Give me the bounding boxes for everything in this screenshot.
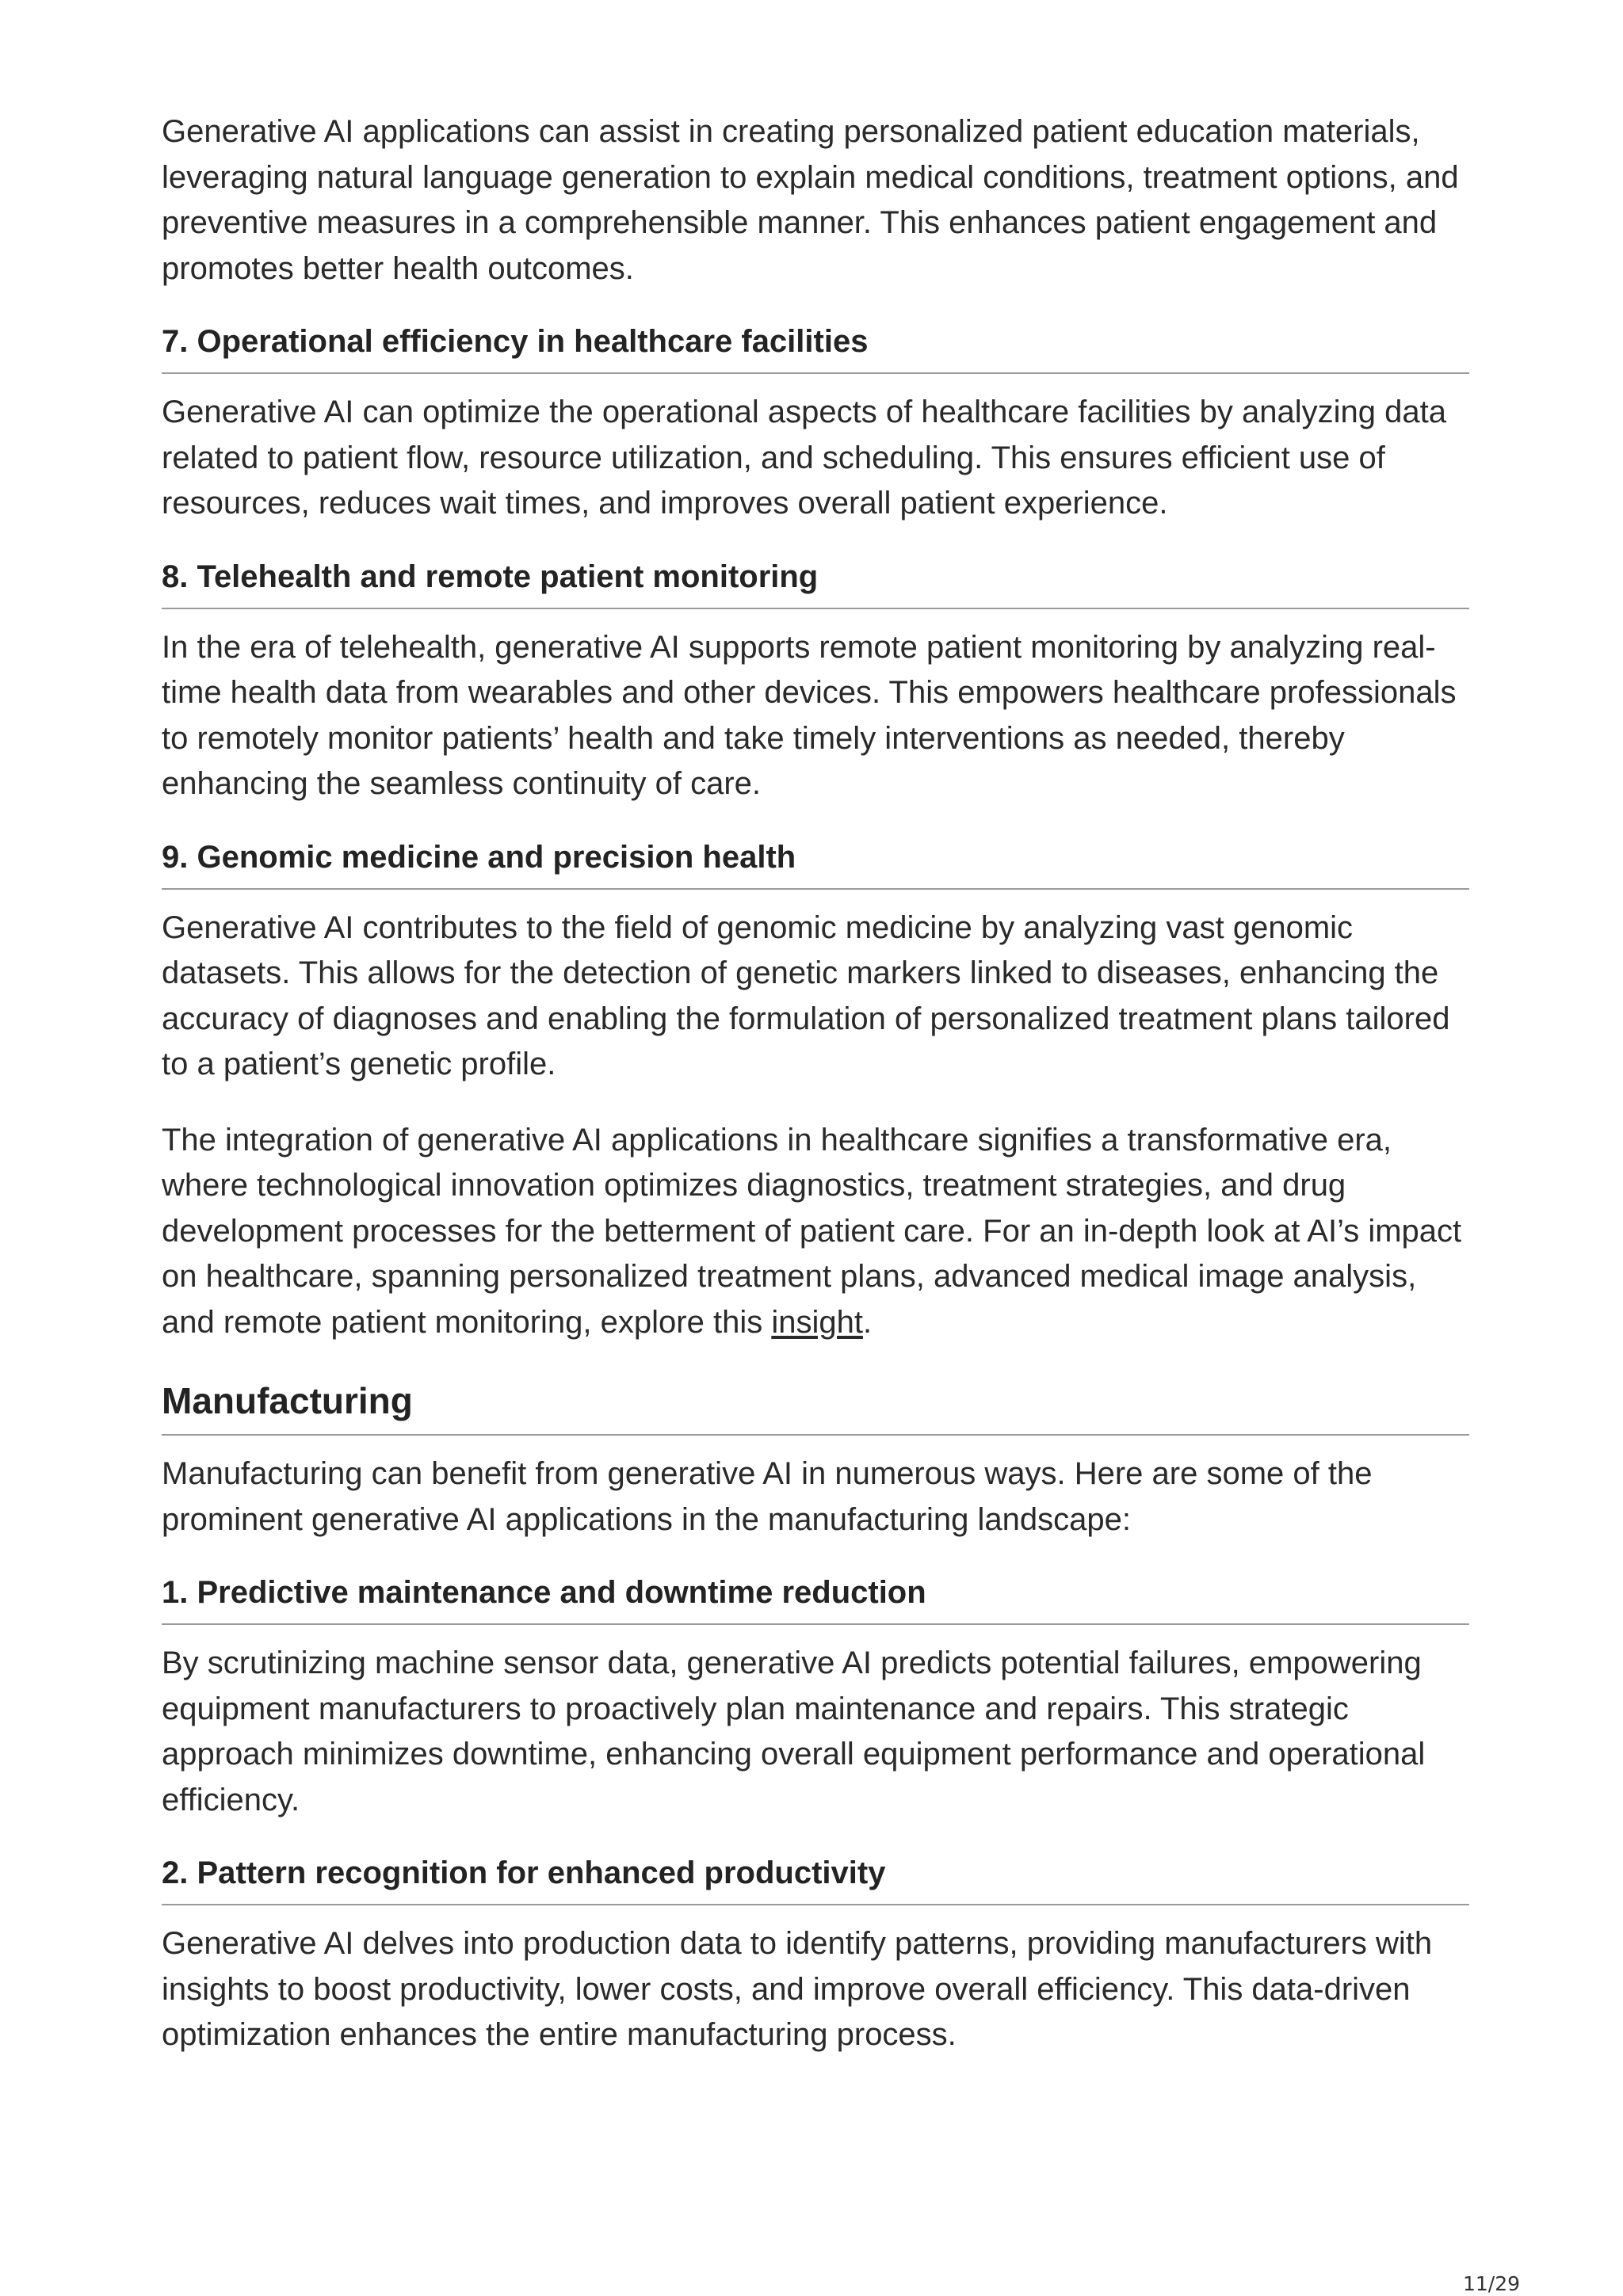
section-heading-telehealth: 8. Telehealth and remote patient monitoring <box>162 557 1469 609</box>
insight-link[interactable]: insight <box>771 1304 863 1340</box>
section-body-telehealth: In the era of telehealth, generative AI supports remote patient monitoring by analyzing real-time health data from wearables and other devices. This empowers healthcare professionals to remotely monitor patients’ health and take timely interventions as needed, thereby enhancing the seamless continuity of care. <box>162 629 1457 801</box>
section-body-genomic-medicine: Generative AI contributes to the field of genomic medicine by analyzing vast genomic datasets. This allows for the detection of genetic markers linked to diseases, enhancing the accuracy of diagnoses and enabling the formulation of personalized treatment plans tailored to a patient’s genetic profile. <box>162 910 1450 1081</box>
manufacturing-intro: Manufacturing can benefit from generative AI in numerous ways. Here are some of the prominent generative AI applications in the manufacturing landscape: <box>162 1456 1373 1537</box>
manufacturing-heading: Manufacturing <box>162 1377 1469 1436</box>
conclusion-paragraph <box>162 1118 1469 1346</box>
article-content <box>162 109 1469 2058</box>
page-number: 11/29 <box>1463 2272 1521 2295</box>
section-heading-genomic-medicine: 9. Genomic medicine and precision health <box>162 837 1469 890</box>
section-heading-pattern-recognition: 2. Pattern recognition for enhanced productivity <box>162 1853 1469 1905</box>
intro-paragraph: Generative AI applications can assist in creating personalized patient education materials, leveraging natural language generation to explain medical conditions, treatment options, and preventive measures in a comprehensible manner. This enhances patient engagement and promotes better health outcomes. <box>162 114 1459 286</box>
section-body-operational-efficiency: Generative AI can optimize the operational aspects of healthcare facilities by analyzing data related to patient flow, resource utilization, and scheduling. This ensures efficient use of resources, reduces wait times, and improves overall patient experience. <box>162 395 1446 521</box>
section-heading-predictive-maintenance: 1. Predictive maintenance and downtime reduction <box>162 1573 1469 1625</box>
section-body-predictive-maintenance: By scrutinizing machine sensor data, generative AI predicts potential failures, empowering equipment manufacturers to proactively plan maintenance and repairs. This strategic approach minimizes downtime, enhancing overall equipment performance and operational efficiency. <box>162 1646 1426 1817</box>
section-body-pattern-recognition: Generative AI delves into production data to identify patterns, providing manufacturers with insights to boost productivity, lower costs, and improve overall efficiency. This data-driven optimization enhances the entire manufacturing process. <box>162 1926 1433 2052</box>
conclusion-text: The integration of generative AI applications in healthcare signifies a transformative era, where technological innovation optimizes diagnostics, treatment strategies, and drug development processes for the betterment of patient care. For an in-depth look at AI’s impact on healthcare, spanning personalized treatment plans, advanced medical image analysis, and remote patient monitoring, explore this <box>162 1122 1462 1340</box>
conclusion-end-punctuation: . <box>862 1304 873 1340</box>
section-heading-operational-efficiency: 7. Operational efficiency in healthcare facilities <box>162 322 1469 374</box>
